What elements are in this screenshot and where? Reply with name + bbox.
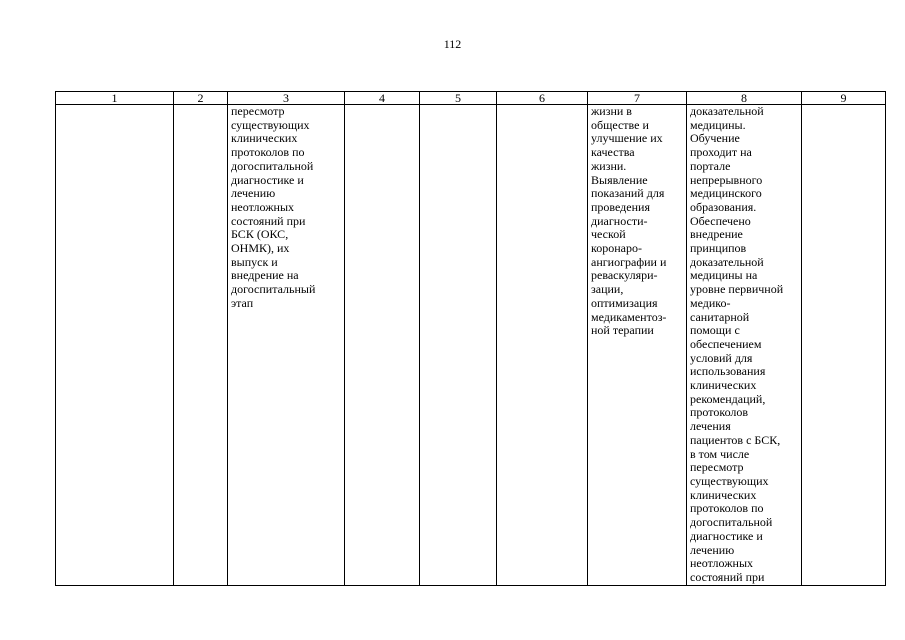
cell-text-col3: пересмотр существующих клинических протоколов по догоспитальной диагностике и лечению неотложных состояний при БСК (ОКС, ОНМК), их выпуск и внедрение на догоспитальный этап bbox=[231, 104, 316, 310]
column-header-1: 1 bbox=[56, 92, 174, 105]
document-table bbox=[55, 91, 886, 586]
table-cell-col3 bbox=[228, 105, 345, 586]
column-header-3: 3 bbox=[228, 92, 345, 105]
column-header-6: 6 bbox=[497, 92, 588, 105]
column-header-8: 8 bbox=[687, 92, 802, 105]
page-number: 112 bbox=[443, 37, 462, 51]
column-header-4: 4 bbox=[345, 92, 420, 105]
table-cell-col9 bbox=[802, 105, 886, 586]
column-header-2: 2 bbox=[174, 92, 228, 105]
cell-text-col8: доказательной медицины. Обучение проходит на портале непрерывного медицинского образования. Обеспечено внедрение принципов доказательной медицины на уровне первичной медико- санитарной помощи с обеспечением условий для использования клинических рекомендаций, протоколов лечения пациентов с БСК, в том числе пересмотр существующих клинических протоколов по догоспитальной диагностике и лечению неотложных состояний при bbox=[690, 104, 784, 584]
table-cell-col8 bbox=[687, 105, 802, 586]
table-cell-col7 bbox=[588, 105, 687, 586]
cell-text-col7: жизни в обществе и улучшение их качества жизни. Выявление показаний для проведения диагности- ческой коронаро- ангиографии и реваскуляри- зации, оптимизация медикаментоз- ной терапии bbox=[591, 104, 667, 338]
column-header-5: 5 bbox=[420, 92, 497, 105]
table-cell-col6 bbox=[497, 105, 588, 586]
table-cell-col4 bbox=[345, 105, 420, 586]
column-header-9: 9 bbox=[802, 92, 886, 105]
table-header-row bbox=[56, 92, 886, 105]
table-cell-col5 bbox=[420, 105, 497, 586]
column-header-7: 7 bbox=[588, 92, 687, 105]
table-cell-col1 bbox=[56, 105, 174, 586]
table-row bbox=[56, 105, 886, 586]
table-cell-col2 bbox=[174, 105, 228, 586]
